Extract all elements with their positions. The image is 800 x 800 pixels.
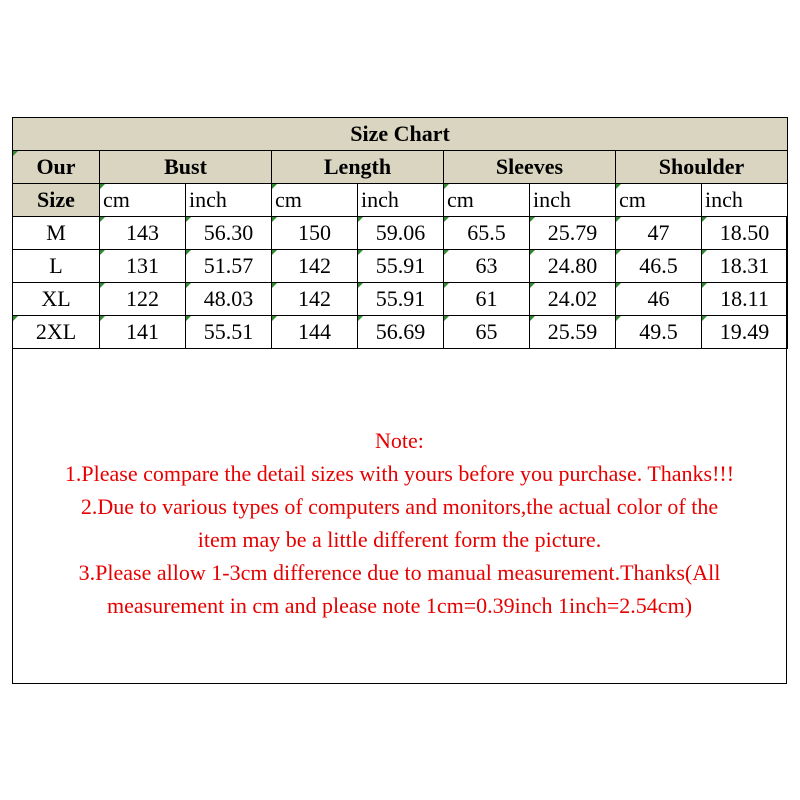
table-cell: 24.80: [530, 250, 616, 283]
table-cell: 18.31: [702, 250, 788, 283]
table-cell: 19.49: [702, 316, 788, 349]
table-cell: 142: [272, 250, 358, 283]
size-chart-table: [12, 117, 788, 349]
unit-inch: inch: [186, 184, 272, 217]
table-cell: 142: [272, 283, 358, 316]
note-line: measurement in cm and please note 1cm=0.39inch 1inch=2.54cm): [106, 593, 693, 618]
unit-cm: cm: [100, 184, 186, 217]
table-row: [13, 217, 788, 250]
our-size-header-top: Our: [13, 151, 100, 184]
header-length: Length: [272, 151, 444, 184]
table-cell: 131: [100, 250, 186, 283]
table-cell: 18.50: [702, 217, 788, 250]
our-size-header-bottom: Size: [13, 184, 100, 217]
unit-inch: inch: [702, 184, 788, 217]
note-line: 2.Due to various types of computers and monitors,the actual color of the: [80, 494, 719, 519]
table-cell: 56.30: [186, 217, 272, 250]
size-label: L: [13, 250, 100, 283]
notes-block: [12, 424, 787, 622]
unit-cm: cm: [616, 184, 702, 217]
table-cell: 46.5: [616, 250, 702, 283]
table-cell: 65: [444, 316, 530, 349]
table-cell: 48.03: [186, 283, 272, 316]
table-cell: 61: [444, 283, 530, 316]
header-bust: Bust: [100, 151, 272, 184]
note-line: 1.Please compare the detail sizes with yours before you purchase. Thanks!!!: [64, 461, 735, 486]
note-heading: Note:: [375, 428, 424, 453]
unit-inch: inch: [530, 184, 616, 217]
table-cell: 143: [100, 217, 186, 250]
table-row: [13, 250, 788, 283]
table-cell: 65.5: [444, 217, 530, 250]
table-cell: 46: [616, 283, 702, 316]
unit-cm: cm: [272, 184, 358, 217]
header-shoulder: Shoulder: [616, 151, 788, 184]
header-sleeves: Sleeves: [444, 151, 616, 184]
note-line: 3.Please allow 1-3cm difference due to manual measurement.Thanks(All: [78, 560, 721, 585]
unit-inch: inch: [358, 184, 444, 217]
table-cell: 56.69: [358, 316, 444, 349]
size-label: 2XL: [13, 316, 100, 349]
note-line: item may be a little different form the picture.: [197, 527, 602, 552]
table-cell: 55.51: [186, 316, 272, 349]
table-cell: 24.02: [530, 283, 616, 316]
table-cell: 141: [100, 316, 186, 349]
table-cell: 25.79: [530, 217, 616, 250]
unit-cm: cm: [444, 184, 530, 217]
table-cell: 25.59: [530, 316, 616, 349]
table-cell: 63: [444, 250, 530, 283]
size-label: M: [13, 217, 100, 250]
table-cell: 47: [616, 217, 702, 250]
table-cell: 55.91: [358, 250, 444, 283]
table-cell: 59.06: [358, 217, 444, 250]
table-cell: 55.91: [358, 283, 444, 316]
table-cell: 150: [272, 217, 358, 250]
table-cell: 18.11: [702, 283, 788, 316]
table-row: [13, 283, 788, 316]
table-cell: 144: [272, 316, 358, 349]
table-row: [13, 316, 788, 349]
size-label: XL: [13, 283, 100, 316]
size-chart-title: Size Chart: [13, 118, 788, 151]
table-cell: 122: [100, 283, 186, 316]
table-cell: 51.57: [186, 250, 272, 283]
table-cell: 49.5: [616, 316, 702, 349]
